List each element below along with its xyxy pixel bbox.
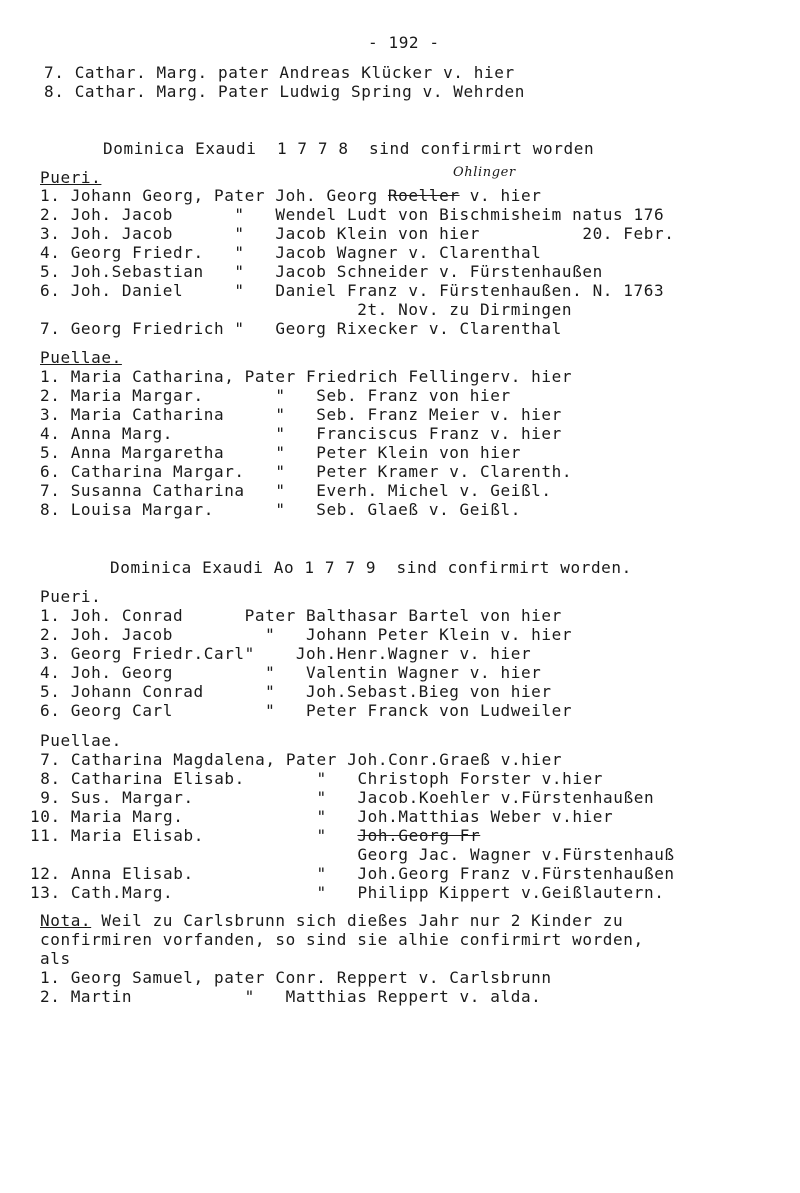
struck-name: Roeller [387, 186, 460, 205]
puellae-1778-entry-1: 1. Maria Catharina, Pater Friedrich Fellingerv. hier [40, 367, 573, 386]
puellae-1778-entry-7: 7. Susanna Catharina " Everh. Michel v. Geißl. [40, 481, 552, 500]
nota-line-3: als [40, 949, 71, 968]
pueri-label-1779: Pueri. [40, 587, 102, 606]
pueri-1778-entry-3: 3. Joh. Jacob " Jacob Klein von hier 20. Febr. [40, 224, 675, 243]
pueri-1778-entry-6: 6. Joh. Daniel " Daniel Franz v. Fürstenhaußen. N. 1763 [40, 281, 665, 300]
puellae-1779-entry-11-correction: Georg Jac. Wagner v.Fürstenhauß [30, 845, 675, 864]
pueri-1779-entry-2: 2. Joh. Jacob " Johann Peter Klein v. hier [40, 625, 573, 644]
pueri-1779-entry-6: 6. Georg Carl " Peter Franck von Ludweiler [40, 701, 573, 720]
pueri-1779-entry-4: 4. Joh. Georg " Valentin Wagner v. hier [40, 663, 542, 682]
puellae-1778-entry-2: 2. Maria Margar. " Seb. Franz von hier [40, 386, 511, 405]
puellae-1779-entry-7: 7. Catharina Magdalena, Pater Joh.Conr.Graeß v.hier [30, 750, 563, 769]
pueri-1779-entry-1: 1. Joh. Conrad Pater Balthasar Bartel von hier [40, 606, 562, 625]
puellae-label-1779: Puellae. [40, 731, 122, 750]
pueri-1779-entry-3: 3. Georg Friedr.Carl" Joh.Henr.Wagner v. hier [40, 644, 532, 663]
pueri-label-1778: Pueri. [40, 168, 102, 187]
pueri-1778-entry-5: 5. Joh.Sebastian " Jacob Schneider v. Fürstenhaußen [40, 262, 603, 281]
puellae-1779-entry-13: 13. Cath.Marg. " Philipp Kippert v.Geißlautern. [30, 883, 665, 902]
puellae-1779-entry-8: 8. Catharina Elisab. " Christoph Forster v.hier [30, 769, 604, 788]
pueri-1778-entry-7: 7. Georg Friedrich " Georg Rixecker v. Clarenthal [40, 319, 562, 338]
top-entry-7: 7. Cathar. Marg. pater Andreas Klücker v. hier [44, 63, 515, 82]
puellae-label-1778: Puellae. [40, 348, 122, 367]
puellae-1778-entry-8: 8. Louisa Margar. " Seb. Glaeß v. Geißl. [40, 500, 521, 519]
puellae-1779-entry-10: 10. Maria Marg. " Joh.Matthias Weber v.hier [30, 807, 614, 826]
puellae-1779-entry-9: 9. Sus. Margar. " Jacob.Koehler v.Fürstenhaußen [30, 788, 655, 807]
nota-entry-1: 1. Georg Samuel, pater Conr. Reppert v. Carlsbrunn [40, 968, 552, 987]
pueri-1778-entry-6-note: 2t. Nov. zu Dirmingen [40, 300, 573, 319]
puellae-1779-entry-11: 11. Maria Elisab. " Joh.Georg Fr [30, 826, 481, 845]
puellae-1778-entry-6: 6. Catharina Margar. " Peter Kramer v. Clarenth. [40, 462, 573, 481]
section-1778-heading: Dominica Exaudi 1 7 7 8 sind confirmirt worden [103, 139, 595, 158]
nota-entry-2: 2. Martin " Matthias Reppert v. alda. [40, 987, 542, 1006]
pueri-1779-entry-5: 5. Johann Conrad " Joh.Sebast.Bieg von hier [40, 682, 552, 701]
puellae-1778-entry-4: 4. Anna Marg. " Franciscus Franz v. hier [40, 424, 562, 443]
pueri-1778-entry-2: 2. Joh. Jacob " Wendel Ludt von Bischmisheim natus 176 [40, 205, 665, 224]
handwritten-insertion: Ohlinger [453, 165, 516, 180]
pueri-1778-entry-1: 1. Johann Georg, Pater Joh. Georg Roeller v. hier [40, 186, 542, 205]
nota-line-2: confirmiren vorfanden, so sind sie alhie confirmirt worden, [40, 930, 644, 949]
puellae-1778-entry-3: 3. Maria Catharina " Seb. Franz Meier v. hier [40, 405, 562, 424]
page-number: - 192 - [368, 33, 440, 52]
section-1779-heading: Dominica Exaudi Ao 1 7 7 9 sind confirmirt worden. [110, 558, 632, 577]
puellae-1779-entry-12: 12. Anna Elisab. " Joh.Georg Franz v.Fürstenhaußen [30, 864, 675, 883]
top-entry-8: 8. Cathar. Marg. Pater Ludwig Spring v. Wehrden [44, 82, 525, 101]
struck-name: Joh.Georg Fr [357, 826, 481, 845]
puellae-1778-entry-5: 5. Anna Margaretha " Peter Klein von hier [40, 443, 521, 462]
nota-label: Nota. [40, 911, 92, 930]
pueri-1778-entry-4: 4. Georg Friedr. " Jacob Wagner v. Clarenthal [40, 243, 542, 262]
nota-line-1: Nota. Weil zu Carlsbrunn sich dießes Jahr nur 2 Kinder zu [40, 911, 624, 930]
